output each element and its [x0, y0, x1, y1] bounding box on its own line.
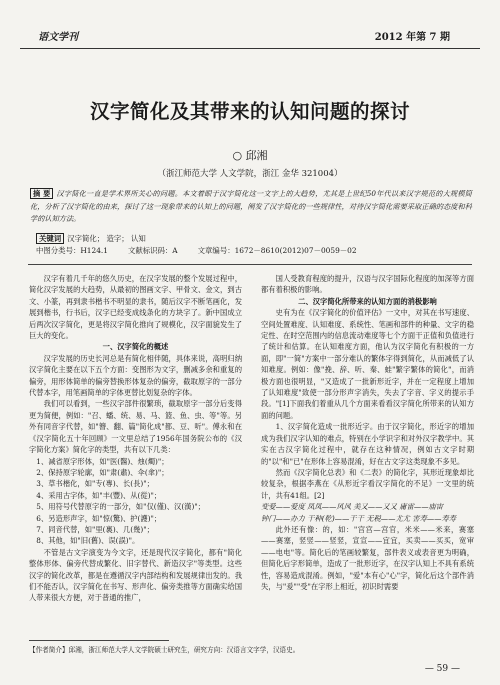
paragraph: 不管是古文字演变为今文字，还是现代汉字简化，都有"简化整体形体、偏旁代替成繁化、旧字替代、新造汉字"等类型。这些汉字的简化改革，都是在遵循汉字内部结构和发展规律出发的。我们不能否认，汉字简化在书写、形声化、偏旁类推等方面确实给国人带来很大方便，对于普通的推广，: [29, 547, 242, 603]
section-heading: 一、汉字简化的概述: [102, 342, 169, 352]
paragraph: 钟门——办力 干种(乾)——干干 无税——尤尤 害寿——寿寿: [261, 513, 457, 523]
classification-meta: [36, 245, 472, 256]
author: ○ 邱湘: [232, 149, 268, 162]
article-title: 汉字简化及其带来的认知问题的探讨: [89, 100, 410, 123]
document-code: 文献标识码：A: [127, 246, 178, 255]
list-item: 7、同音代替，如"里(裏)、几(幾)"；: [36, 524, 154, 534]
right-column: [261, 273, 474, 592]
paragraph: 国人受教育程度的提升，汉语与汉字国际化程度的加深等方面都有着积极的影响。: [261, 274, 474, 295]
paragraph: 变爱——爱度 凤凤——风风 美又——又又 庸雷——庙宙: [261, 502, 444, 512]
list-item: 4、采用古字体，如"丰(豐)、从(從)"；: [36, 490, 162, 500]
running-header: [20, 28, 480, 48]
page-number: — 59 —: [424, 664, 460, 674]
list-item: 1、减省原字形体，如"医(醫)、烛(燭)"；: [36, 456, 169, 466]
abstract: [30, 188, 472, 226]
paragraph: 我们可以看到，一些汉字部件很繁琐，截取原字一部分后变得更为简便，例如："召、蟠、统、易、马、篮、鱼、虫、等"等。另外有同音字代替，如"簪、翻、篇"简化成"都、豆、听"。傅永和在《汉字简化五十年回顾》一文里总结了1956年国务院公布的《汉字简化方案》简化字的类型，共有以下几类：: [29, 399, 242, 455]
left-column: [29, 273, 242, 604]
keywords: [36, 233, 146, 244]
paragraph: 汉字有着几千年的悠久历史，在汉字发展的整个发展过程中，简化汉字发展的大趋势，从最初的图画文字、甲骨文、金文，到古文、小篆，再到隶书楷书不明显的隶书，随后汉字不断笔画化，发展到楷书，行书后，汉字已经变成线条化的方块字了。新中国成立后两次汉字简化，更是将汉字简化推向了规模化，汉字面貌发生了巨大的变化。: [29, 274, 242, 341]
list-item: 6、另造形声字，如"惊(驚)、护(護)"；: [36, 513, 162, 523]
footnote-rule: [29, 640, 169, 641]
list-item: 8、其他，如"旧(舊)、误(誤)"。: [36, 536, 140, 546]
keywords-text: 汉字简化； 造字； 认知: [67, 234, 146, 243]
issue-info: 2012 年第 7 期: [374, 32, 450, 43]
article-number: 文章编号：1672－8610(2012)07－0059－02: [197, 246, 357, 255]
list-item: 3、草书楷化，如"专(專)、长(長)"；: [36, 479, 154, 489]
abstract-label: 摘 要: [30, 188, 53, 199]
clc-number: 中图分类号：H124.1: [36, 246, 108, 255]
list-item: 5、用符号代替原字的一部分，如"仅(僅)、汉(漢)"；: [36, 502, 205, 512]
paragraph: 然而《汉字简化总表》和《二表》的简化字，其形近现象却比较复杂，根据李燕在《从形近字看汉字简化的不足》一文里的统计，共有41组。[2]: [261, 467, 474, 500]
abstract-text: 汉字简化一直是学术界所关心的问题。本文着眼于汉字简化这一文字上的大趋势，尤其是上世纪50年代以来汉字规范的大规模简化，分析了汉字简化的由来，探讨了这一现象带来的认知上的问题，阐发了汉字简化的一些规律性，对待汉字简化需要采取正确的态度和科学的认知方法。: [30, 189, 472, 223]
paragraph: 史有为在《汉字简化的价值评估》一文中，对其在书写速度、空间处置难度、认知难度、系统性、笔画和部件的种量、文字的稳定性、在时空范围内的信息流动难度等七个方面干正值和负值进行了统计和估算。在认知难度方面，他认为汉字简化有积极的一方面，即"一简"方案中一部分难认的繁体字得到简化，从而减低了认知难度。例如：像"挽、辞、听、秦、蛙"繁字繁体的简化"，而消极方面也很明显，"又造成了一批新形近字，并在一定程度上增加了认知难度"致使一部分形声字消失，失去了字音、字义的提示手段。"[1]下面我们着重从几个方面来看看汉字简化所带来的认知方面的问题。: [261, 308, 474, 420]
paragraph: 此外还有像：的，如："宫宫—宫官，米米——米来，赛塞——赛塞，竖竖——竖竖，宣宣——宜宜，买卖——买买，宽审——电电"等。简化后的笔画较繁复，部件表义或表音更为明确，但简化后字形简单，造成了一批形近字，在汉字认知上不具有系统性，容易造成混淆。例如，"爱"本有心"心"字，简化后这个部件消失，与"爰""受"在字形上相近，初识时需要: [261, 524, 474, 591]
author-footnote: 【作者简介】邱湘，浙江师范大学人文学院硕士研究生，研究方向：汉语言文字学，汉语史。: [29, 646, 300, 654]
header-rule: [20, 48, 480, 49]
journal-name: 语文学刊: [38, 32, 78, 43]
list-item: 2、保持原字轮廓，如"肃(肅)、伞(傘)"；: [36, 467, 169, 477]
abstract-rule: [28, 264, 472, 265]
affiliation: （浙江师范大学 人文学院，浙江 金华 321004）: [157, 169, 343, 179]
paragraph: 汉字发展的历史长河总是有简化相伴随，具体来说，高明归纳汉字简化主要在以下五个方面：变图形为文字，删减多余和重复的偏旁，用形体简单的偏旁替换形体复杂的偏旁，截取原字的一部分代替本字，用笔画简单的字体更替比划复杂的字体。: [29, 353, 242, 398]
keywords-label: 关键词: [36, 233, 64, 244]
paragraph: 1、汉字简化造成一批形近字。由于汉字简化，形近字的增加成为我们汉字认知的难点，特别在小学识字和对外汉字教学中。其实在古汉字简化过程中，就存在这种情况，例如古文字时期的"以"和"已"在形体上容易混淆，好在古文字这类现象不多见。: [261, 422, 474, 466]
section-heading: 二、汉字简化所带来的认知方面的消极影响: [298, 296, 437, 306]
